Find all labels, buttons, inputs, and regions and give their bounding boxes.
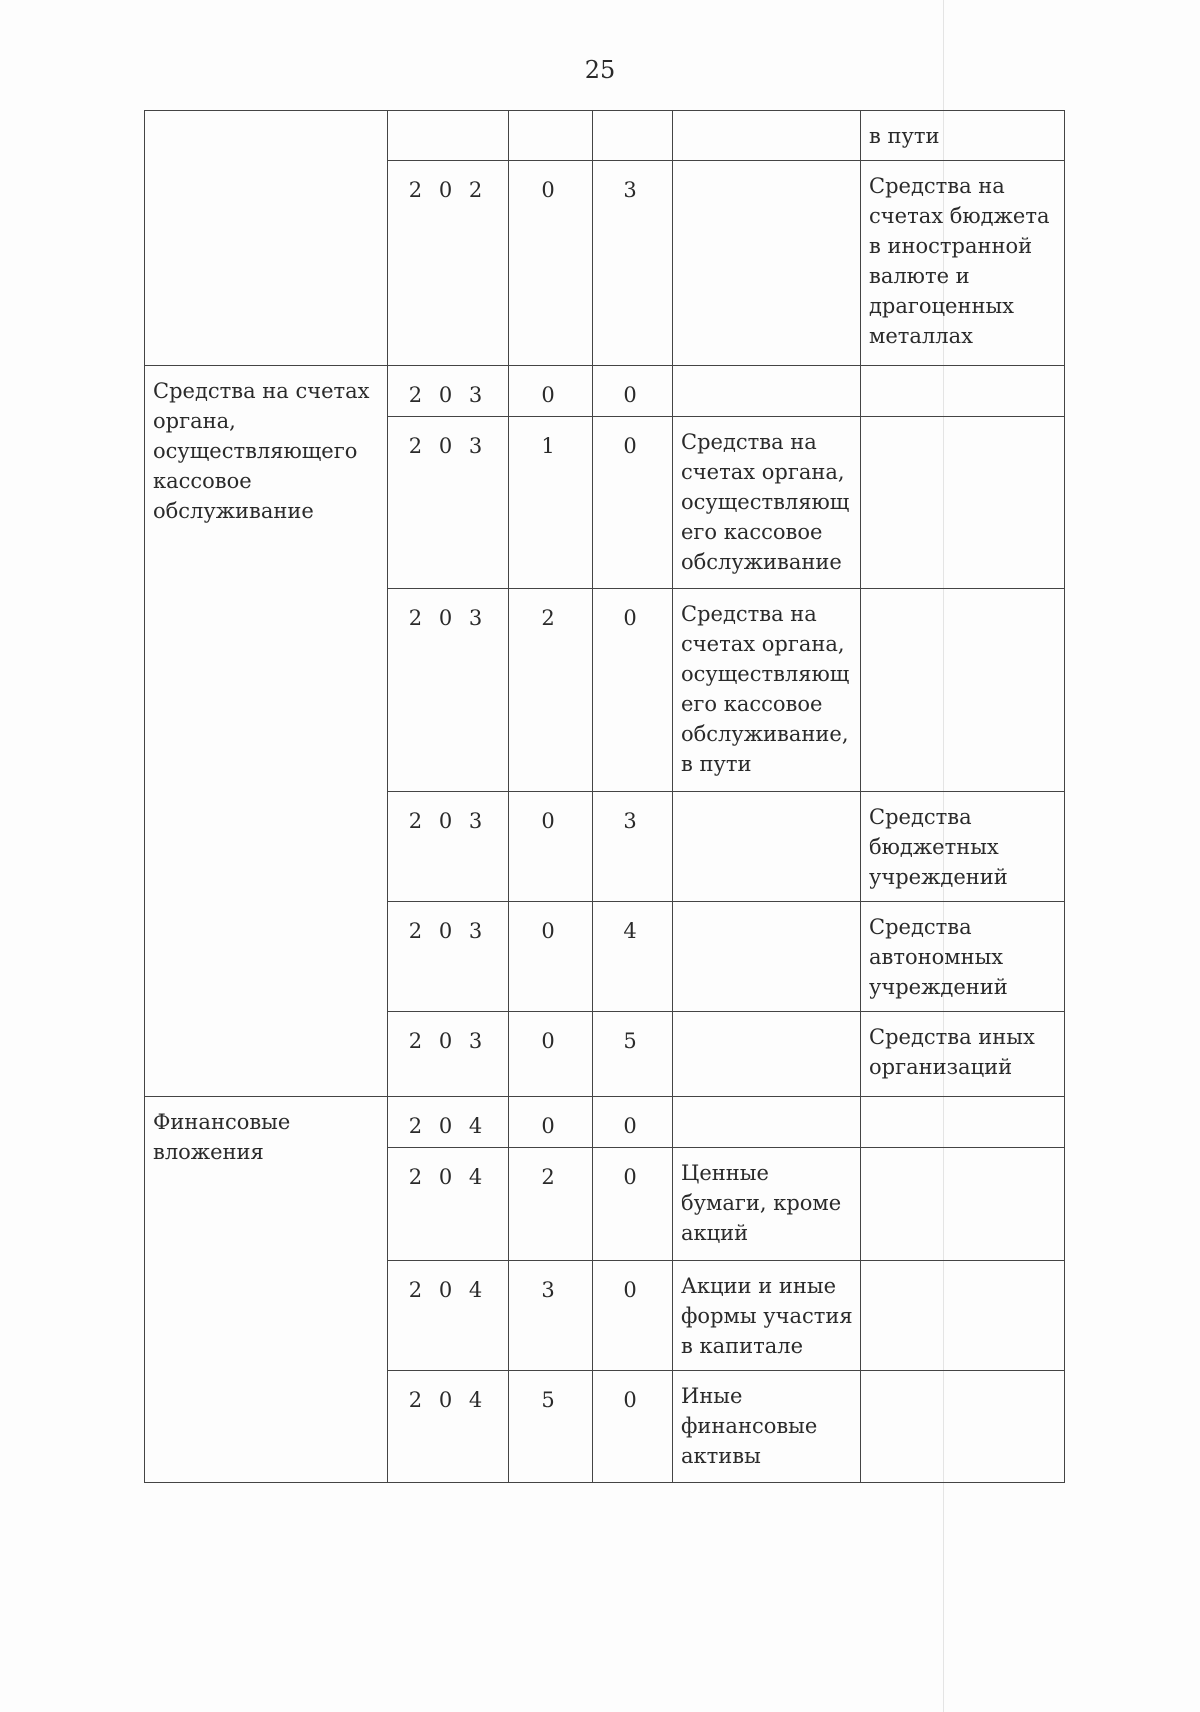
subdescription-cell [861,1371,1065,1483]
subdescription-cell: Средства бюджетных учреждений [861,792,1065,902]
code-cell: 2 0 3 [388,902,509,1012]
subdescription-cell: Средства на счетах бюджета в иностранной валюте и драгоценных металлах [861,161,1065,366]
subdescription-cell [861,1148,1065,1261]
subcode-2-cell: 3 [593,792,673,902]
group-label-cell: Финансовые вложения [145,1097,388,1483]
subcode-2-cell: 0 [593,1261,673,1371]
description-cell [673,366,861,417]
subcode-2-cell: 0 [593,1148,673,1261]
description-cell: Акции и иные формы участия в капитале [673,1261,861,1371]
subcode-1-cell: 2 [509,589,593,792]
description-cell: Средства на счетах органа, осуществляющ его кассовое обслуживание, в пути [673,589,861,792]
subdescription-cell [861,1261,1065,1371]
page-number: 25 [584,56,616,84]
subcode-1-cell [509,111,593,161]
subcode-2-cell: 0 [593,417,673,589]
description-cell [673,161,861,366]
subdescription-cell: Средства иных организаций [861,1012,1065,1097]
description-cell: Средства на счетах органа, осуществляющ его кассовое обслуживание [673,417,861,589]
description-cell: Ценные бумаги, кроме акций [673,1148,861,1261]
subcode-1-cell: 0 [509,902,593,1012]
code-cell: 2 0 4 [388,1148,509,1261]
code-cell: 2 0 4 [388,1371,509,1483]
code-cell: 2 0 3 [388,1012,509,1097]
subdescription-cell [861,1097,1065,1148]
subcode-1-cell: 0 [509,161,593,366]
code-cell: 2 0 3 [388,792,509,902]
subcode-2-cell [593,111,673,161]
subdescription-cell: Средства автономных учреждений [861,902,1065,1012]
table-row [145,366,1065,417]
subcode-1-cell: 0 [509,366,593,417]
description-cell [673,792,861,902]
group-label-cell [145,111,388,366]
subdescription-cell [861,589,1065,792]
subcode-1-cell: 0 [509,792,593,902]
code-cell: 2 0 2 [388,161,509,366]
subcode-1-cell: 0 [509,1097,593,1148]
subcode-1-cell: 5 [509,1371,593,1483]
subdescription-cell [861,417,1065,589]
subcode-2-cell: 0 [593,366,673,417]
subcode-2-cell: 0 [593,1371,673,1483]
subcode-2-cell: 0 [593,1097,673,1148]
code-cell [388,111,509,161]
subdescription-cell: в пути [861,111,1065,161]
description-cell: Иные финансовые активы [673,1371,861,1483]
description-cell [673,1097,861,1148]
code-cell: 2 0 3 [388,417,509,589]
code-cell: 2 0 3 [388,366,509,417]
subcode-1-cell: 3 [509,1261,593,1371]
description-cell [673,1012,861,1097]
subcode-2-cell: 0 [593,589,673,792]
subcode-2-cell: 3 [593,161,673,366]
code-cell: 2 0 4 [388,1261,509,1371]
group-label-cell: Средства на счетах органа, осуществляющего кассовое обслуживание [145,366,388,1097]
description-cell [673,902,861,1012]
subcode-1-cell: 1 [509,417,593,589]
code-cell: 2 0 4 [388,1097,509,1148]
subdescription-cell [861,366,1065,417]
accounts-table [144,110,1065,1483]
subcode-1-cell: 2 [509,1148,593,1261]
description-cell [673,111,861,161]
subcode-1-cell: 0 [509,1012,593,1097]
table-row [145,111,1065,161]
subcode-2-cell: 4 [593,902,673,1012]
code-cell: 2 0 3 [388,589,509,792]
table-row [145,1097,1065,1148]
subcode-2-cell: 5 [593,1012,673,1097]
